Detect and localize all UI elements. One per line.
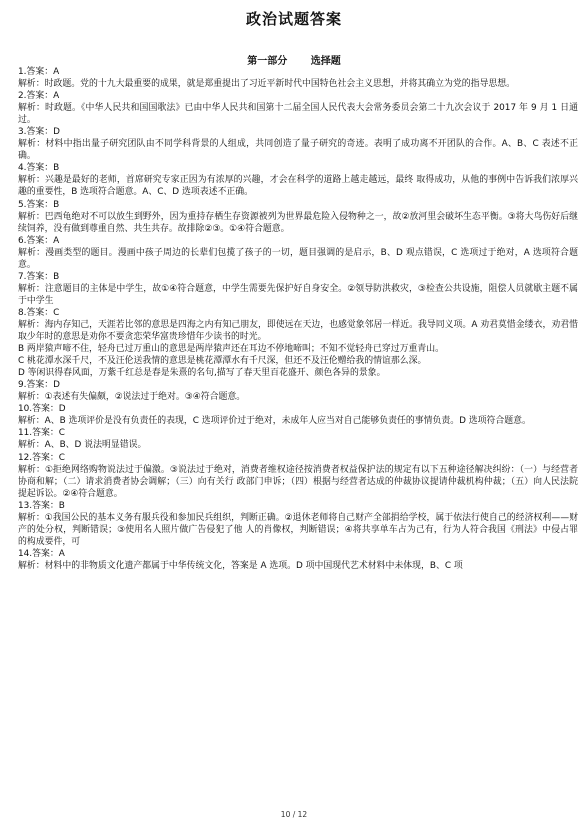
answer-line: 14.答案：A	[18, 548, 65, 559]
page-title: 政治试题答案	[245, 10, 342, 28]
section-heading	[0, 52, 588, 67]
answer-line: 2.答案：A	[18, 91, 60, 102]
explanation: 解析：材料中指出量子研究团队由不同学科背景的人组成，共同创造了量子研究的奇迹。表明了成功离不开团队的合作。A、B、C 表述不正确。	[18, 139, 578, 162]
explanation: 解析：①表述有失偏颇，②说法过于绝对。③④符合题意。	[18, 392, 246, 403]
explanation: 解析：注意题目的主体是中学生，故①④符合题意，中学生需要先保护好自身安全。②领导防洪救灾，③检查公共设施，阻偿人员就歇主题不属于中学生	[18, 283, 578, 306]
explanation: 解析：时政题。党的十九大最重要的成果，就是郑重提出了习近平新时代中国特色社会主义思想，并将其确立为党的指导思想。	[18, 79, 515, 90]
section-part: 第一部分	[247, 56, 288, 67]
answer-line: 13.答案：B	[18, 500, 65, 511]
answer-list	[18, 66, 578, 572]
answer-line: 4.答案：B	[18, 163, 60, 174]
explanation-line: B 两岸猿声啼不住，轻舟已过万重山的意思是两岸猿声还在耳边不停地啼叫；不知不觉轻舟已穿过万重青山。	[18, 344, 445, 355]
answer-line: 8.答案：C	[18, 307, 60, 318]
explanation: 解析：A、B 选项评价是没有负责任的表现，C 选项评价过于绝对，未成年人应当对自己能够负责任的事情负责。D 选项符合题意。	[18, 416, 531, 427]
explanation: 解析：漫画类型的题目。漫画中孩子周边的长辈们包揽了孩子的一切，题目强调的是启示，B、D 观点错误，C 选项过于绝对，A 选项符合题意。	[18, 247, 578, 270]
answer-line: 3.答案：D	[18, 127, 60, 138]
explanation-line: C 桃花潭水深千尺，不及汪伦送我情的意思是桃花潭潭水有千尺深，但还不及汪伦赠给我的情谊那么深。	[18, 356, 427, 367]
answer-line: 7.答案：B	[18, 271, 60, 282]
answer-line: 12.答案：C	[18, 452, 65, 463]
explanation: 解析：①我国公民的基本义务有服兵役和参加民兵组织，判断正确。②退休老师将自己财产全部捐给学校，属于依法行使自己的经济权利——财产的处分权，判断错误；③使用名人照片做广告侵犯了他 人的肖像权，判断错误；④将共享单车占为己有，行为人符合我国《刑法》中侵占罪的构成要件，可	[18, 512, 578, 547]
answer-line: 10.答案：D	[18, 404, 66, 415]
answer-line: 5.答案：B	[18, 199, 60, 210]
page-number: 10 / 12	[280, 810, 308, 819]
explanation: 解析：兴趣是最好的老师，首席研究专家正因为有浓厚的兴趣，才会在科学的道路上越走越远，最终 取得成功，从他的事例中告诉我们浓厚兴趣的重要性，B 选项符合题意。A、C、D 选项表述不正确。	[18, 175, 578, 198]
explanation-line: 解析：海内存知己，天涯若比邻的意思是四海之内有知己朋友，即使远在天边，也感觉象邻居一样近。我导同义项。A 劝君莫惜金缕衣，劝君惜取少年时的意思是劝你不要贪恋荣华富贵珍惜年少读书的时光。	[18, 319, 578, 343]
answer-line: 11.答案：C	[18, 428, 65, 439]
explanation: 解析：材料中的非物质文化遗产都属于中华传统文化，答案是 A 选项。D 项中国现代艺术材料中未体现，B、C 项	[18, 560, 463, 571]
explanation: 解析：时政题。《中华人民共和国国歌法》已由中华人民共和国第十二届全国人民代表大会常务委员会第二十九次会议于 2017 年 9 月 1 日通过。	[18, 103, 578, 126]
section-name: 选择题	[310, 56, 341, 67]
answer-line: 9.答案：D	[18, 380, 60, 391]
explanation-line: D 等闲识得春风面，万紫千红总是春是朱熹的名句,描写了春天里百花盛开、颜色各异的景象。	[18, 368, 386, 379]
explanation: 解析：①拒绝网络购物说法过于偏激。③说法过于绝对，消费者维权途径按消费者权益保护法的规定有以下五种途径解决纠纷：（一）与经营者协商和解；（二）请求消费者协会调解；（三）向有关行 政部门申诉；（四）根据与经营者达成的仲裁协议提请仲裁机构仲裁；（五）向人民法院提起诉讼。②④符合题意。	[18, 464, 578, 499]
answer-line: 6.答案：A	[18, 235, 60, 246]
answer-line: 1.答案：A	[18, 67, 60, 77]
explanation: 解析：巴西龟绝对不可以放生到野外，因为重持存栖生存资源被列为世界最危险入侵物种之一，故②放河里会破坏生态平衡。③将大鸟伤好后继续饲养，没有做到尊重自然、共生共存。故排除②③。①④符合题意。	[18, 211, 578, 234]
explanation: 解析：A、B、D 说法明显错误。	[18, 440, 147, 451]
